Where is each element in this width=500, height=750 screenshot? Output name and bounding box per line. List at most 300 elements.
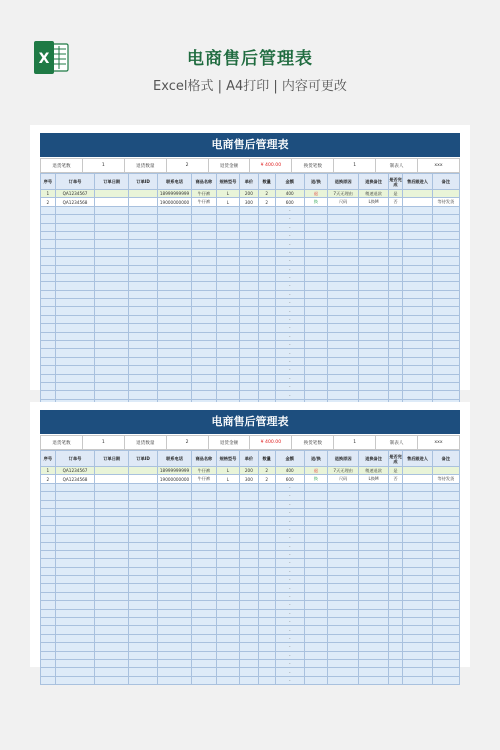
table-cell[interactable] [239,240,258,248]
table-cell[interactable] [432,349,459,357]
table-cell[interactable] [359,559,388,567]
table-cell[interactable] [55,643,95,651]
table-cell[interactable] [327,668,358,676]
table-cell[interactable] [403,257,432,265]
table-cell[interactable] [41,282,56,290]
table-cell[interactable]: 是 [388,467,403,475]
table-cell[interactable] [128,584,157,592]
table-cell[interactable] [403,567,432,575]
table-cell[interactable] [239,324,258,332]
table-cell[interactable] [216,592,239,600]
table-cell[interactable] [41,248,56,256]
table-cell[interactable] [403,231,432,239]
table-cell[interactable] [128,592,157,600]
table-cell[interactable] [258,517,275,525]
table-cell[interactable]: 19000000000 [158,198,192,206]
table-cell[interactable] [258,391,275,399]
table-cell[interactable] [41,299,56,307]
table-cell[interactable] [191,525,216,533]
table-cell[interactable]: - [275,626,304,634]
table-cell[interactable] [432,206,459,214]
table-cell[interactable] [239,349,258,357]
table-cell[interactable] [95,374,129,382]
table-cell[interactable] [327,332,358,340]
table-cell[interactable] [403,324,432,332]
table-cell[interactable] [41,307,56,315]
table-cell[interactable] [191,257,216,265]
table-cell[interactable]: - [275,584,304,592]
table-cell[interactable] [304,299,327,307]
table-cell[interactable] [41,626,56,634]
table-cell[interactable] [359,492,388,500]
table-cell[interactable]: - [275,651,304,659]
table-cell[interactable] [128,248,157,256]
table-cell[interactable] [388,592,403,600]
table-cell[interactable] [403,265,432,273]
table-cell[interactable] [327,307,358,315]
table-cell[interactable] [239,659,258,667]
table-cell[interactable] [95,315,129,323]
table-cell[interactable] [41,651,56,659]
table-cell[interactable] [216,609,239,617]
table-cell[interactable] [432,374,459,382]
table-cell[interactable] [258,324,275,332]
table-cell[interactable]: - [275,592,304,600]
table-cell[interactable]: 19000000000 [158,475,192,483]
table-cell[interactable] [41,634,56,642]
table-cell[interactable] [239,483,258,491]
table-cell[interactable] [128,240,157,248]
table-cell[interactable]: 200 [239,190,258,198]
table-cell[interactable] [41,601,56,609]
table-cell[interactable] [55,508,95,516]
table-cell[interactable] [432,248,459,256]
table-cell[interactable] [304,618,327,626]
table-cell[interactable] [158,332,192,340]
table-cell[interactable] [359,307,388,315]
table-cell[interactable] [304,651,327,659]
table-cell[interactable]: 7天无理由 [327,190,358,198]
table-cell[interactable] [41,206,56,214]
table-cell[interactable] [216,567,239,575]
table-cell[interactable] [128,542,157,550]
table-cell[interactable] [327,315,358,323]
table-cell[interactable] [403,299,432,307]
table-cell[interactable] [432,626,459,634]
table-cell[interactable] [359,500,388,508]
table-cell[interactable] [258,618,275,626]
table-cell[interactable] [258,508,275,516]
table-cell[interactable] [388,332,403,340]
table-cell[interactable] [304,500,327,508]
table-cell[interactable] [128,550,157,558]
table-cell[interactable] [41,315,56,323]
table-cell[interactable] [403,542,432,550]
table-cell[interactable]: 稍速退款 [359,190,388,198]
table-cell[interactable] [216,659,239,667]
table-cell[interactable] [304,307,327,315]
table-cell[interactable] [128,483,157,491]
table-cell[interactable] [158,517,192,525]
table-cell[interactable] [359,366,388,374]
table-cell[interactable]: 牛仔裤 [191,467,216,475]
table-cell[interactable] [327,349,358,357]
table-cell[interactable] [388,307,403,315]
table-cell[interactable] [158,668,192,676]
table-cell[interactable] [388,508,403,516]
table-cell[interactable]: - [275,517,304,525]
table-cell[interactable] [258,290,275,298]
table-cell[interactable]: - [275,668,304,676]
table-cell[interactable] [191,357,216,365]
table-cell[interactable] [327,601,358,609]
table-cell[interactable] [128,282,157,290]
table-cell[interactable] [158,315,192,323]
table-cell[interactable] [158,559,192,567]
table-cell[interactable] [432,534,459,542]
table-cell[interactable] [403,248,432,256]
table-cell[interactable]: 退 [304,190,327,198]
table-cell[interactable] [359,567,388,575]
table-cell[interactable] [55,299,95,307]
table-cell[interactable] [304,550,327,558]
table-cell[interactable] [327,366,358,374]
table-cell[interactable] [432,500,459,508]
table-cell[interactable]: 400 [275,467,304,475]
table-cell[interactable] [327,525,358,533]
table-cell[interactable] [239,492,258,500]
table-cell[interactable] [432,659,459,667]
table-cell[interactable] [388,525,403,533]
table-cell[interactable] [128,559,157,567]
table-cell[interactable] [95,483,129,491]
table-cell[interactable] [327,659,358,667]
table-cell[interactable] [41,609,56,617]
table-cell[interactable] [128,500,157,508]
table-cell[interactable] [258,240,275,248]
table-cell[interactable] [55,483,95,491]
table-cell[interactable] [304,290,327,298]
table-cell[interactable] [216,248,239,256]
table-cell[interactable] [55,282,95,290]
table-cell[interactable] [258,307,275,315]
table-cell[interactable] [216,265,239,273]
table-cell[interactable] [327,626,358,634]
table-cell[interactable] [403,592,432,600]
table-cell[interactable] [432,299,459,307]
table-cell[interactable] [432,492,459,500]
table-cell[interactable] [216,299,239,307]
table-cell[interactable] [258,248,275,256]
table-cell[interactable] [95,467,129,475]
table-cell[interactable] [258,584,275,592]
table-cell[interactable] [304,215,327,223]
table-cell[interactable] [403,534,432,542]
table-cell[interactable] [432,550,459,558]
table-cell[interactable] [158,634,192,642]
table-cell[interactable] [359,332,388,340]
table-cell[interactable]: 2 [41,475,56,483]
table-cell[interactable] [41,584,56,592]
table-cell[interactable] [191,508,216,516]
table-cell[interactable] [239,315,258,323]
table-cell[interactable] [403,240,432,248]
table-cell[interactable] [304,324,327,332]
table-cell[interactable] [327,609,358,617]
table-cell[interactable] [403,643,432,651]
table-cell[interactable] [304,273,327,281]
table-cell[interactable]: - [275,265,304,273]
table-cell[interactable] [41,559,56,567]
table-cell[interactable] [191,626,216,634]
table-cell[interactable] [388,341,403,349]
table-cell[interactable] [258,643,275,651]
table-cell[interactable] [432,592,459,600]
table-cell[interactable] [55,500,95,508]
table-cell[interactable] [359,659,388,667]
table-cell[interactable] [359,609,388,617]
table-cell[interactable] [239,609,258,617]
table-cell[interactable] [95,290,129,298]
table-cell[interactable] [403,525,432,533]
table-cell[interactable]: 是 [388,190,403,198]
table-cell[interactable] [359,592,388,600]
table-cell[interactable] [55,626,95,634]
table-cell[interactable] [239,643,258,651]
table-cell[interactable] [128,341,157,349]
table-cell[interactable] [55,609,95,617]
table-cell[interactable] [359,643,388,651]
table-cell[interactable] [304,223,327,231]
table-cell[interactable] [158,349,192,357]
table-cell[interactable] [216,215,239,223]
table-cell[interactable] [327,341,358,349]
table-cell[interactable]: QA1234568 [55,198,95,206]
table-cell[interactable]: - [275,542,304,550]
table-cell[interactable] [304,282,327,290]
table-cell[interactable]: - [275,659,304,667]
table-cell[interactable] [191,517,216,525]
table-cell[interactable] [95,332,129,340]
table-cell[interactable] [327,265,358,273]
table-cell[interactable] [432,601,459,609]
table-cell[interactable] [432,634,459,642]
table-cell[interactable] [258,525,275,533]
table-cell[interactable] [432,651,459,659]
table-cell[interactable] [403,659,432,667]
table-cell[interactable] [128,299,157,307]
table-cell[interactable] [432,315,459,323]
table-cell[interactable] [55,601,95,609]
table-cell[interactable] [388,651,403,659]
table-cell[interactable] [258,382,275,390]
table-cell[interactable] [128,215,157,223]
table-cell[interactable] [327,299,358,307]
table-cell[interactable] [327,257,358,265]
table-cell[interactable] [432,559,459,567]
table-cell[interactable] [216,391,239,399]
table-cell[interactable]: 400 [275,190,304,198]
table-cell[interactable] [216,601,239,609]
table-cell[interactable] [432,324,459,332]
table-cell[interactable] [128,206,157,214]
table-cell[interactable] [55,307,95,315]
table-cell[interactable] [403,366,432,374]
table-cell[interactable] [388,492,403,500]
table-cell[interactable] [304,567,327,575]
table-cell[interactable] [95,676,129,684]
table-cell[interactable] [41,391,56,399]
table-cell[interactable] [327,248,358,256]
table-cell[interactable]: 等待发货 [432,475,459,483]
table-cell[interactable] [191,601,216,609]
table-cell[interactable] [55,576,95,584]
table-cell[interactable] [359,618,388,626]
table-cell[interactable] [359,576,388,584]
table-cell[interactable] [128,609,157,617]
table-cell[interactable] [191,332,216,340]
table-cell[interactable]: 稍速退款 [359,467,388,475]
table-cell[interactable] [216,240,239,248]
table-cell[interactable] [388,601,403,609]
table-cell[interactable]: - [275,231,304,239]
table-cell[interactable] [41,215,56,223]
table-cell[interactable]: - [275,609,304,617]
table-cell[interactable] [95,324,129,332]
table-cell[interactable] [239,257,258,265]
table-cell[interactable]: QA1234567 [55,467,95,475]
table-cell[interactable] [304,584,327,592]
table-cell[interactable] [258,592,275,600]
table-cell[interactable] [258,634,275,642]
table-cell[interactable] [304,492,327,500]
table-cell[interactable] [432,567,459,575]
table-cell[interactable]: - [275,240,304,248]
table-cell[interactable] [55,517,95,525]
table-cell[interactable] [158,492,192,500]
table-cell[interactable] [432,576,459,584]
table-cell[interactable] [191,223,216,231]
table-cell[interactable] [239,231,258,239]
table-cell[interactable] [41,265,56,273]
table-cell[interactable]: - [275,534,304,542]
table-cell[interactable]: 1 [41,190,56,198]
table-cell[interactable] [128,467,157,475]
table-cell[interactable] [403,349,432,357]
table-cell[interactable] [359,517,388,525]
table-cell[interactable] [41,525,56,533]
table-cell[interactable] [432,643,459,651]
table-cell[interactable] [216,576,239,584]
table-cell[interactable] [95,391,129,399]
table-cell[interactable]: - [275,299,304,307]
table-cell[interactable] [403,559,432,567]
table-cell[interactable] [304,240,327,248]
table-cell[interactable] [216,550,239,558]
table-cell[interactable] [128,525,157,533]
table-cell[interactable] [304,668,327,676]
table-cell[interactable] [55,676,95,684]
table-cell[interactable] [41,517,56,525]
table-cell[interactable] [55,273,95,281]
table-cell[interactable] [128,265,157,273]
table-cell[interactable] [128,273,157,281]
table-cell[interactable] [258,559,275,567]
table-cell[interactable] [191,240,216,248]
table-cell[interactable]: - [275,357,304,365]
table-cell[interactable] [55,290,95,298]
table-cell[interactable] [55,240,95,248]
table-cell[interactable] [191,634,216,642]
table-cell[interactable] [258,668,275,676]
table-cell[interactable] [95,341,129,349]
table-cell[interactable] [191,483,216,491]
table-cell[interactable] [191,248,216,256]
table-cell[interactable]: 换 [304,475,327,483]
table-cell[interactable] [216,492,239,500]
table-cell[interactable] [128,307,157,315]
table-cell[interactable] [216,483,239,491]
table-cell[interactable] [128,492,157,500]
table-cell[interactable] [128,315,157,323]
table-cell[interactable] [55,618,95,626]
table-cell[interactable] [216,231,239,239]
table-cell[interactable] [55,492,95,500]
table-cell[interactable] [95,592,129,600]
table-cell[interactable] [258,282,275,290]
table-cell[interactable] [388,534,403,542]
table-cell[interactable] [191,273,216,281]
table-cell[interactable] [158,500,192,508]
table-cell[interactable] [55,559,95,567]
table-cell[interactable] [304,382,327,390]
table-cell[interactable] [95,206,129,214]
table-cell[interactable] [258,534,275,542]
table-cell[interactable] [359,324,388,332]
table-cell[interactable] [359,349,388,357]
table-cell[interactable] [95,534,129,542]
table-cell[interactable] [55,357,95,365]
table-cell[interactable]: 300 [239,475,258,483]
table-cell[interactable] [41,324,56,332]
table-cell[interactable] [239,550,258,558]
table-cell[interactable] [95,299,129,307]
table-cell[interactable] [95,231,129,239]
table-cell[interactable] [388,643,403,651]
table-cell[interactable] [41,290,56,298]
table-cell[interactable] [158,626,192,634]
table-cell[interactable] [403,576,432,584]
table-cell[interactable] [359,550,388,558]
table-cell[interactable] [128,290,157,298]
table-cell[interactable] [359,299,388,307]
table-cell[interactable] [327,676,358,684]
table-cell[interactable] [216,282,239,290]
table-cell[interactable] [216,676,239,684]
table-cell[interactable] [41,341,56,349]
table-cell[interactable] [239,391,258,399]
table-cell[interactable] [158,366,192,374]
table-cell[interactable] [95,307,129,315]
table-cell[interactable] [258,215,275,223]
table-cell[interactable] [55,592,95,600]
table-cell[interactable]: L [216,475,239,483]
table-cell[interactable] [55,525,95,533]
table-cell[interactable]: - [275,492,304,500]
table-cell[interactable] [41,668,56,676]
table-cell[interactable] [55,215,95,223]
table-cell[interactable] [388,349,403,357]
